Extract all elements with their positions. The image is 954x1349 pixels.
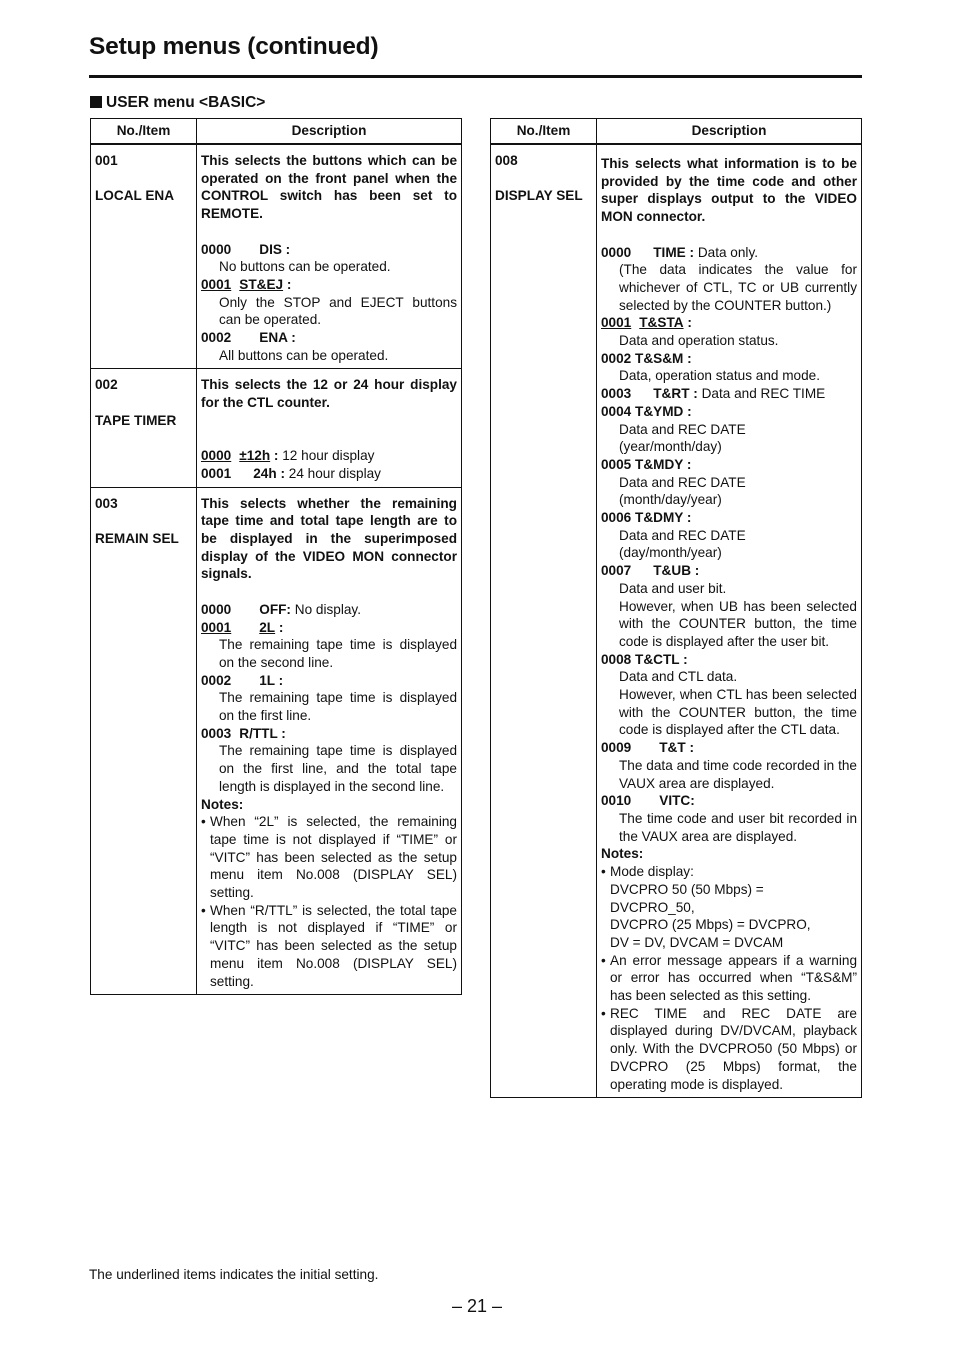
option-label: T&S&M : <box>635 350 692 366</box>
option-text: The remaining tape time is displayed on the second line. <box>219 637 457 670</box>
option-label: ENA : <box>259 330 296 346</box>
option-line <box>201 447 457 465</box>
item-description-cell <box>197 144 462 369</box>
note-item <box>201 813 457 902</box>
option-label: 2L <box>259 619 276 635</box>
option-label: ST&EJ <box>239 276 284 292</box>
option-text: Data, operation status and mode. <box>619 368 821 384</box>
option-label: T&CTL : <box>635 651 688 667</box>
user-menu-table-left <box>90 118 462 995</box>
option-line <box>601 244 857 262</box>
option-line <box>601 651 857 669</box>
option-code: 0010 <box>601 793 632 809</box>
option-text: 12 hour display <box>282 448 375 464</box>
option-text: The time code and user bit recorded in the VAUX area are displayed. <box>619 811 857 844</box>
item-lead: This selects what information is to be provided by the time code and other super displays output to the VIDEO MON connector. <box>601 156 857 225</box>
option-line <box>601 403 857 421</box>
note-item <box>601 863 857 881</box>
note-item <box>201 902 457 991</box>
item-lead: This selects the 12 or 24 hour display for the CTL counter. <box>201 377 457 411</box>
bullet-icon: • <box>601 1005 606 1021</box>
header-no-item: No./Item <box>91 119 197 145</box>
option-label: 24h : <box>253 465 285 481</box>
option-code: 0000 <box>201 448 232 464</box>
option-text: No buttons can be operated. <box>219 259 391 275</box>
option-code: 0003 <box>201 725 232 741</box>
item-number: 008 <box>495 153 518 168</box>
option-text: All buttons can be operated. <box>219 347 389 363</box>
header-description: Description <box>197 119 462 145</box>
note-text: REC TIME and REC DATE are displayed during DV/DVCAM, playback only. With the DVCPRO50 (50 Mbps) or DVCPRO (25 Mbps) format, the operating mode is displayed. <box>610 1005 857 1092</box>
option-label: VITC: <box>659 793 695 809</box>
note-text: When “R/TTL” is selected, the total tape length is not displayed if “TIME” or “VITC” has been selected as the setup menu item No.008 (DISPLAY SEL) setting. <box>210 902 457 989</box>
option-line <box>601 739 857 757</box>
item-name: REMAIN SEL <box>95 531 179 546</box>
item-no-cell <box>91 369 197 487</box>
option-line <box>201 619 457 637</box>
note-item <box>601 952 857 1005</box>
option-line <box>201 241 457 259</box>
option-line <box>601 509 857 527</box>
option-label: T&MDY : <box>635 456 692 472</box>
option-text: (year/month/day) <box>619 439 722 455</box>
table-row <box>91 144 462 369</box>
item-no-cell <box>491 144 597 1098</box>
item-lead: This selects whether the remaining tape time and total tape length are to be displayed in the superimposed display of the VIDEO MON connector signals. <box>201 495 457 582</box>
option-line <box>201 329 457 347</box>
option-text: Data and CTL data. <box>619 669 738 685</box>
option-code: 0005 <box>601 456 632 472</box>
section-heading-text: USER menu <BASIC> <box>106 94 266 111</box>
note-text: When “2L” is selected, the remaining tape time is not displayed if “TIME” or “VITC” has been selected as the setup menu item No.008 (DISPLAY SEL) setting. <box>210 814 457 901</box>
option-line <box>601 385 857 403</box>
item-description-cell <box>197 369 462 487</box>
option-code: 0001 <box>201 465 232 481</box>
option-label: TIME : <box>653 244 695 260</box>
option-line <box>201 276 457 294</box>
item-number: 003 <box>95 495 118 511</box>
header-no-item: No./Item <box>491 119 597 145</box>
title-rule <box>89 75 862 78</box>
user-menu-table-right <box>490 118 862 1098</box>
option-text: Data and operation status. <box>619 333 779 349</box>
option-line <box>201 465 457 483</box>
option-text: However, when UB has been selected with the COUNTER button, the time code is displayed after the user bit. <box>619 598 857 649</box>
option-colon: : <box>687 315 692 331</box>
option-colon: : <box>286 276 292 292</box>
item-name: TAPE TIMER <box>95 412 177 428</box>
option-colon: : <box>273 448 279 464</box>
option-label: 1L : <box>259 672 284 688</box>
item-number: 001 <box>95 153 118 168</box>
option-line <box>601 456 857 474</box>
table-row <box>491 144 862 1098</box>
option-text: (day/month/year) <box>619 545 722 561</box>
note-line: DVCPRO (25 Mbps) = DVCPRO, <box>610 917 811 933</box>
option-code: 0001 <box>201 276 232 292</box>
table-row <box>91 369 462 487</box>
option-code: 0002 <box>201 672 232 688</box>
option-label: R/TTL : <box>239 725 286 741</box>
option-code: 0000 <box>601 244 632 260</box>
table-row <box>91 487 462 995</box>
option-text: (month/day/year) <box>619 492 722 508</box>
option-label: DIS : <box>259 241 291 257</box>
option-text: Only the STOP and EJECT buttons can be operated. <box>219 294 457 328</box>
option-text: The data and time code recorded in the VAUX area are displayed. <box>619 757 857 791</box>
option-line <box>601 792 857 810</box>
option-label: T&T : <box>659 740 694 756</box>
item-no-cell <box>91 487 197 995</box>
option-line <box>201 672 457 690</box>
option-line <box>601 314 857 332</box>
option-line <box>601 562 857 580</box>
option-code: 0007 <box>601 563 632 579</box>
option-line <box>201 725 457 743</box>
header-description: Description <box>597 119 862 145</box>
option-code: 0009 <box>601 740 632 756</box>
note-line: DVCPRO 50 (50 Mbps) = <box>610 881 764 897</box>
option-code: 0002 <box>201 330 232 346</box>
option-code: 0008 <box>601 651 632 667</box>
option-code: 0006 <box>601 510 632 526</box>
square-bullet-icon <box>90 96 102 108</box>
option-text: Data and REC TIME <box>701 386 826 402</box>
item-number: 002 <box>95 377 118 393</box>
option-code: 0003 <box>601 386 632 402</box>
option-text: However, when CTL has been selected with the COUNTER button, the time code is displayed after the CTL data. <box>619 687 857 738</box>
bullet-icon: • <box>201 814 206 830</box>
option-text: Data only. <box>697 244 759 260</box>
option-code: 0001 <box>201 619 232 635</box>
option-code: 0002 <box>601 350 632 366</box>
option-text: Data and user bit. <box>619 580 727 596</box>
option-text: Data and REC DATE <box>619 421 746 437</box>
option-code: 0000 <box>201 601 232 617</box>
option-text: The remaining tape time is displayed on the first line, and the total tape length is displayed in the second line. <box>219 743 457 794</box>
bullet-icon: • <box>601 864 606 880</box>
note-line: DVCPRO_50, <box>610 899 695 915</box>
notes-heading: Notes: <box>201 796 244 812</box>
item-name: DISPLAY SEL <box>495 188 583 204</box>
option-label: T&YMD : <box>635 403 692 419</box>
footnote: The underlined items indicates the initial setting. <box>89 1267 379 1282</box>
item-name: LOCAL ENA <box>95 188 175 204</box>
option-line <box>601 350 857 368</box>
option-label: OFF: <box>259 601 291 617</box>
item-no-cell <box>91 144 197 369</box>
note-text: Mode display: <box>610 864 694 880</box>
note-line: DV = DV, DVCAM = DVCAM <box>610 934 784 950</box>
option-code: 0001 <box>601 315 632 331</box>
note-item <box>601 1005 857 1094</box>
section-heading <box>90 94 265 112</box>
page-number: – 21 – <box>451 1296 503 1316</box>
option-text: No display. <box>294 601 361 617</box>
notes-heading: Notes: <box>601 846 644 862</box>
page-title: Setup menus (continued) <box>89 33 379 60</box>
item-description-cell <box>597 144 862 1098</box>
option-label: T&DMY : <box>635 510 692 526</box>
option-code: 0000 <box>201 241 232 257</box>
option-code: 0004 <box>601 403 632 419</box>
option-text: The remaining tape time is displayed on the first line. <box>219 690 457 724</box>
option-colon: : <box>278 619 284 635</box>
option-label: T&RT : <box>653 386 698 402</box>
note-text: An error message appears if a warning or error has occurred when “T&S&M” has been selected as this setting. <box>610 952 857 1004</box>
option-line <box>201 601 457 619</box>
option-label: T&UB : <box>653 563 700 579</box>
option-text: 24 hour display <box>288 465 381 481</box>
bullet-icon: • <box>601 952 606 968</box>
note-continuation <box>601 881 857 952</box>
option-label: T&STA <box>639 315 684 331</box>
option-text: Data and REC DATE <box>619 527 746 543</box>
item-description-cell <box>197 487 462 995</box>
item-lead: This selects the buttons which can be operated on the front panel when the CONTROL switch has been set to REMOTE. <box>201 153 457 222</box>
option-text: Data and REC DATE <box>619 474 746 490</box>
option-label: ±12h <box>239 448 271 464</box>
option-text: (The data indicates the value for whichever of CTL, TC or UB currently selected by the COUNTER button.) <box>619 262 857 313</box>
bullet-icon: • <box>201 902 206 918</box>
